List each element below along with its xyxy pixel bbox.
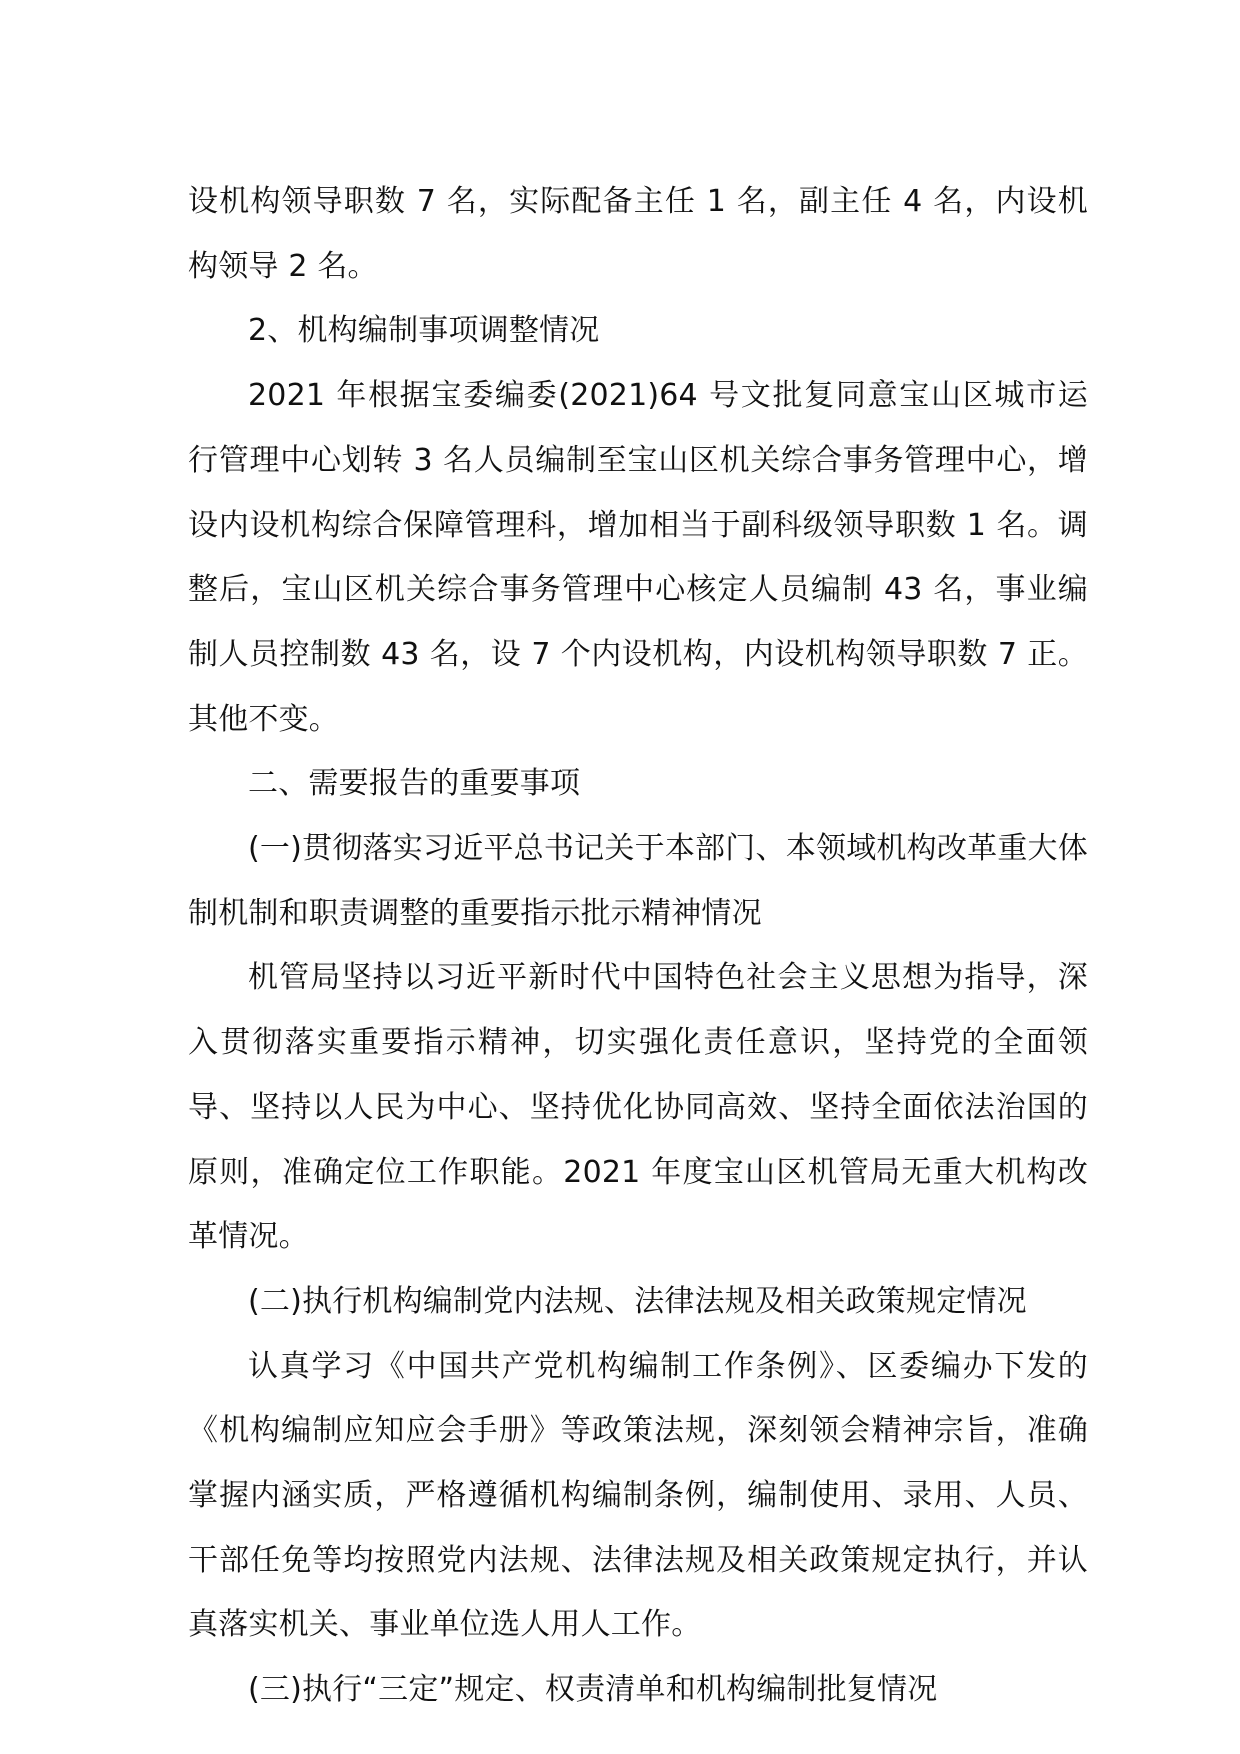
paragraph-instructions: 机管局坚持以习近平新时代中国特色社会主义思想为指导，深入贯彻落实重要指示精神，切实强化责任意识，坚持党的全面领导、坚持以人民为中心、坚持优化协同高效、坚持全面依法治国的原则，准确定位工作职能。2021 年度宝山区机管局无重大机构改革情况。 bbox=[188, 960, 1088, 1255]
paragraph-continuation: 设机构领导职数 7 名，实际配备主任 1 名，副主任 4 名，内设机构领导 2 名。 bbox=[188, 184, 1088, 284]
heading-important-matters: 二、需要报告的重要事项 bbox=[248, 766, 581, 802]
paragraph-adjustment-details: 2021 年根据宝委编委(2021)64 号文批复同意宝山区城市运行管理中心划转 3 名人员编制至宝山区机关综合事务管理中心，增设内设机构综合保障管理科，增加相当于副科级领导职数 1 名。调整后，宝山区机关综合事务管理中心核定人员编制 43 名，事业编制人员控制数 43 名，设 7 个内设机构，内设机构领导职数 7 正。其他不变。 bbox=[188, 378, 1088, 737]
heading-adjustment: 2、机构编制事项调整情况 bbox=[248, 313, 600, 349]
subheading-instructions: (一)贯彻落实习近平总书记关于本部门、本领域机构改革重大体制机制和职责调整的重要指示批示精神情况 bbox=[188, 831, 1088, 931]
subheading-regulations: (二)执行机构编制党内法规、法律法规及相关政策规定情况 bbox=[248, 1283, 1027, 1319]
subheading-three-determinations: (三)执行“三定”规定、权责清单和机构编制批复情况 bbox=[248, 1672, 938, 1708]
paragraph-regulations: 认真学习《中国共产党机构编制工作条例》、区委编办下发的《机构编制应知应会手册》等政策法规，深刻领会精神宗旨，准确掌握内涵实质，严格遵循机构编制条例，编制使用、录用、人员、干部任免等均按照党内法规、法律法规及相关政策规定执行，并认真落实机关、事业单位选人用人工作。 bbox=[188, 1348, 1088, 1643]
document-body bbox=[188, 170, 1088, 1723]
